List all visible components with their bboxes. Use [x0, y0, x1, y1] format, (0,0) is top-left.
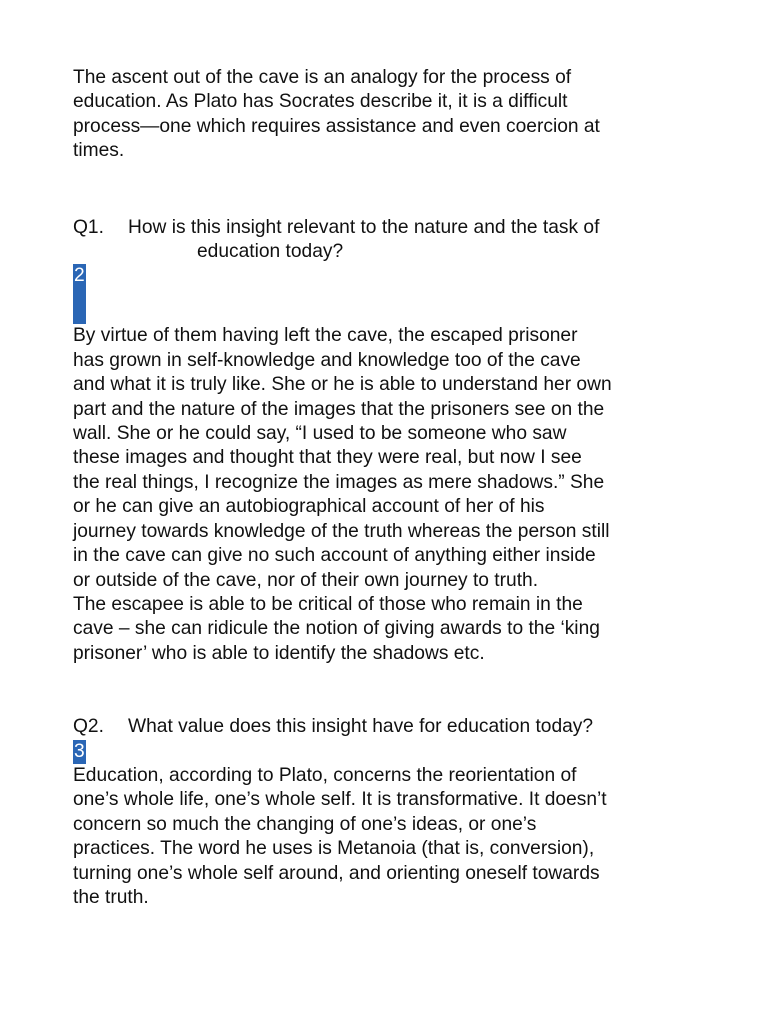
answer-line: or outside of the cave, nor of their own journey to truth. — [73, 569, 539, 591]
text-selection-highlight[interactable]: 2 — [73, 264, 86, 324]
answer-line: cave – she can ridicule the notion of giving awards to the ‘king — [73, 618, 600, 640]
answer-line: concern so much the changing of one’s ideas, or one’s — [73, 813, 537, 835]
answer-line: the real things, I recognize the images as mere shadows.” She — [73, 471, 605, 493]
question-text: What value does this insight have for education today? — [128, 716, 594, 738]
question-text: How is this insight relevant to the nature and the task of — [128, 216, 600, 238]
answer-line: and what it is truly like. She or he is able to understand her own — [73, 374, 612, 396]
answer-line: By virtue of them having left the cave, the escaped prisoner — [73, 325, 578, 347]
question-text-continued: education today? — [197, 241, 344, 263]
document-page — [73, 66, 713, 910]
question-number: Q2. — [73, 716, 104, 738]
answer-line: these images and thought that they were real, but now I see — [73, 447, 582, 469]
question-number: Q1. — [73, 216, 104, 238]
answer-line: The escapee is able to be critical of those who remain in the — [73, 593, 583, 615]
answer-1-paragraph — [73, 324, 713, 666]
intro-line: process—one which requires assistance and even coercion at — [73, 115, 600, 137]
intro-line: The ascent out of the cave is an analogy for the process of — [73, 67, 572, 88]
text-selection-highlight[interactable]: 3 — [73, 740, 86, 764]
intro-line: education. As Plato has Socrates describe it, it is a difficult — [73, 91, 568, 113]
answer-line: or he can give an autobiographical account of her of his — [73, 496, 545, 518]
intro-line: times. — [73, 140, 125, 162]
intro-paragraph — [73, 66, 713, 164]
answer-line: turning one’s whole self around, and orienting oneself towards — [73, 862, 600, 884]
answer-line: practices. The word he uses is Metanoia (that is, conversion), — [73, 838, 595, 860]
answer-line: has grown in self-knowledge and knowledge too of the cave — [73, 349, 581, 371]
question-2 — [73, 715, 713, 764]
answer-line: Education, according to Plato, concerns the reorientation of — [73, 764, 577, 786]
answer-line: in the cave can give no such account of anything either inside — [73, 545, 596, 567]
question-1 — [73, 216, 713, 325]
answer-2-paragraph — [73, 764, 713, 910]
answer-line: the truth. — [73, 886, 149, 908]
answer-line: wall. She or he could say, “I used to be someone who saw — [73, 423, 567, 445]
answer-line: part and the nature of the images that the prisoners see on the — [73, 398, 605, 420]
answer-line: one’s whole life, one’s whole self. It is transformative. It doesn’t — [73, 789, 607, 811]
answer-line: prisoner’ who is able to identify the shadows etc. — [73, 642, 485, 664]
answer-line: journey towards knowledge of the truth whereas the person still — [73, 520, 610, 542]
